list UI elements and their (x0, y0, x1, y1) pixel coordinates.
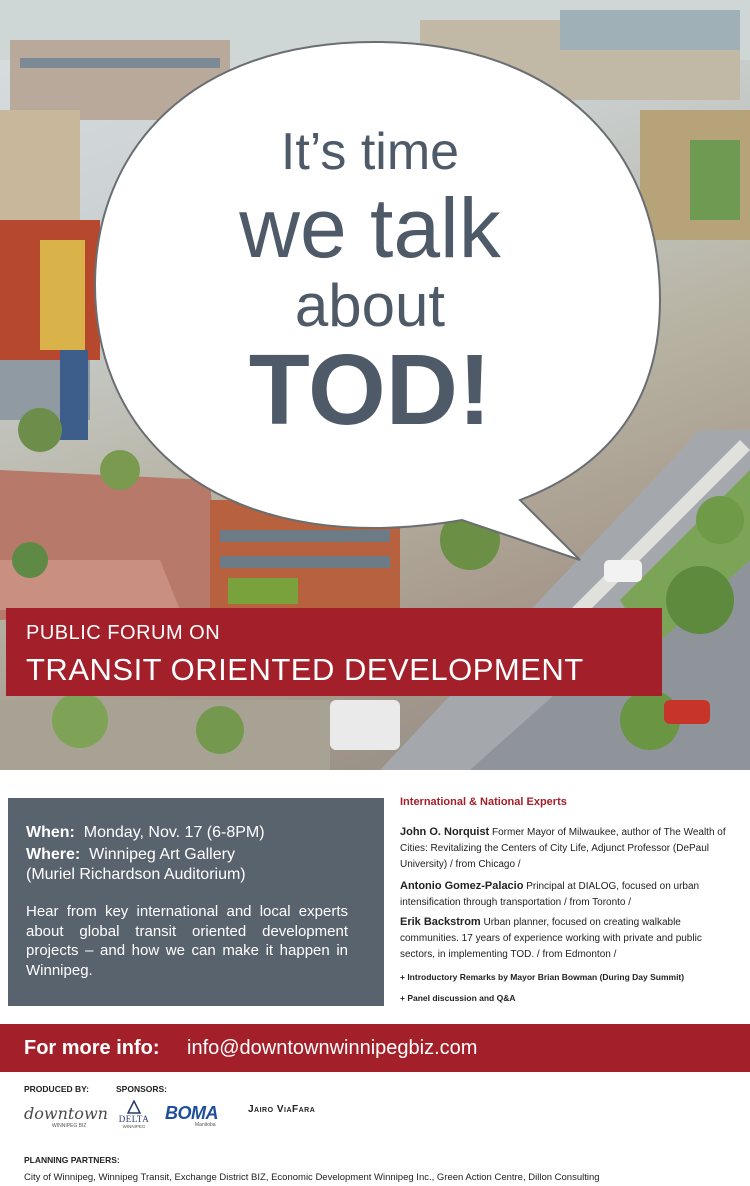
headline-line-3: about (294, 272, 446, 339)
delta-triangle-icon (127, 1100, 141, 1114)
sponsors-label: SPONSORS: (116, 1084, 168, 1094)
contact-bar (0, 1024, 750, 1072)
jairo-viafara-logo: Jairo ViaFara (248, 1104, 316, 1115)
expert-bio: Former Mayor of Milwaukee, author of The Wealth of Cities: Revitalizing the Centers of City Life, Adjunct Professor (DePaul University) / from Chicago / (400, 827, 726, 870)
forum-title: TRANSIT ORIENTED DEVELOPMENT (26, 652, 584, 687)
where-row (26, 846, 235, 864)
when-value: Monday, Nov. 17 (6-8PM) (83, 824, 265, 841)
downtown-logo-subtext: WINNIPEG BIZ (52, 1123, 87, 1129)
delta-logo (114, 1100, 154, 1129)
forum-subtitle: PUBLIC FORUM ON (26, 622, 221, 644)
headline-line-2: we talk (239, 181, 501, 275)
boma-logo (165, 1104, 218, 1128)
expert-item (400, 824, 734, 873)
expert-name: Erik Backstrom (400, 916, 481, 928)
planning-partners-label: PLANNING PARTNERS: (24, 1155, 120, 1165)
produced-by-label: PRODUCED BY: (24, 1084, 90, 1094)
planning-partners-list: City of Winnipeg, Winnipeg Transit, Exchange District BIZ, Economic Development Winnipeg Inc., Green Action Centre, Dillon Consulting (24, 1172, 600, 1183)
when-label: When: (26, 824, 75, 841)
boma-logo-subtext: Manitoba (195, 1122, 216, 1128)
program-note: + Introductory Remarks by Mayor Brian Bowman (During Day Summit) (400, 972, 685, 982)
downtown-biz-logo (24, 1104, 108, 1129)
headline-line-4: TOD! (248, 334, 492, 446)
contact-email-link[interactable]: info@downtownwinnipegbiz.com (187, 1037, 478, 1059)
expert-bio: Urban planner, focused on creating walkable communities. 17 years of experience working with private and public sectors, in implementing TOD. / from Edmonton / (400, 917, 702, 960)
where-label: Where: (26, 846, 81, 863)
delta-logo-subtext: WINNIPEG (122, 1124, 146, 1129)
where-value: Winnipeg Art Gallery (89, 846, 235, 863)
experts-heading: International & National Experts (400, 796, 567, 808)
when-row (26, 824, 265, 842)
contact-label: For more info: (24, 1037, 160, 1059)
forum-banner (6, 608, 662, 696)
expert-name: Antonio Gomez-Palacio (400, 880, 524, 892)
expert-name: John O. Norquist (400, 826, 490, 838)
delta-logo-text: DELTA (118, 1114, 150, 1124)
expert-item (400, 878, 734, 911)
expert-bio: Principal at DIALOG, focused on urban intensification through transportation / from Toronto / (400, 881, 700, 908)
event-description: Hear from key international and local experts about global transit oriented development projects – and how we can make it happen in Winnipeg. (26, 903, 348, 979)
boma-logo-text: BOMA (165, 1103, 218, 1123)
downtown-logo-text: downtown (24, 1104, 108, 1123)
expert-item (400, 914, 734, 963)
headline-line-1: It’s time (280, 123, 460, 181)
where-value-line-2: (Muriel Richardson Auditorium) (26, 866, 246, 883)
program-note: + Panel discussion and Q&A (400, 993, 516, 1003)
event-details-panel (8, 798, 384, 1006)
